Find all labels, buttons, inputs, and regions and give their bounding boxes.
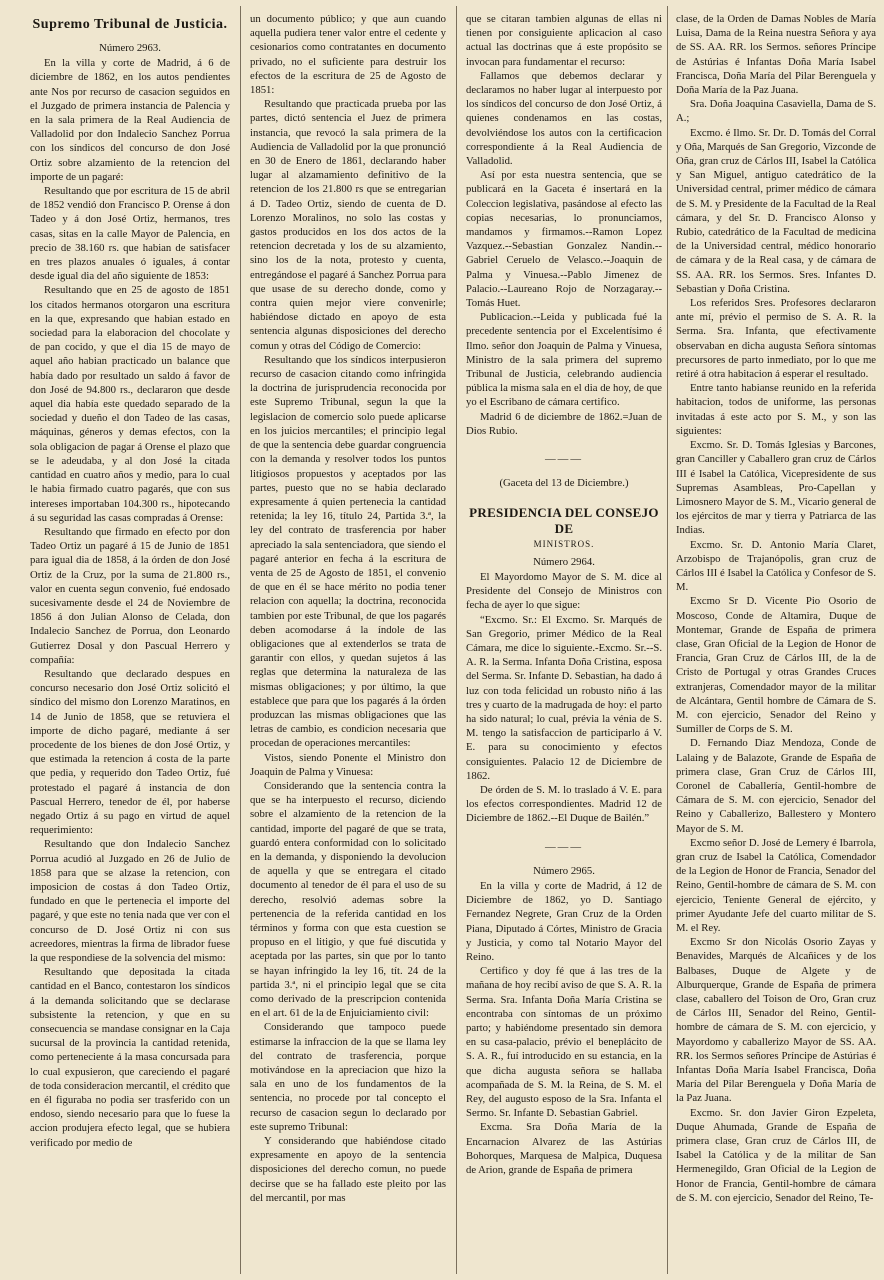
column-4 — [676, 12, 876, 1276]
paragraph: Considerando que la sentencia contra la que se ha interpuesto el recurso, diciendo sobre el alzamiento de la retencion de la cantidad, importe del pagaré de que se trata, guardó entera conformidad con lo solicitado en la demanda, y disponiendo la devolucion de aquella y que se entregara el citado documento al tenedor de él para el uso de su derecho, resolvió ademas sobre la pertenencia de la referida cantidad en los términos y forma con que esta cuestion se propuso en el litigio, y que fué discutida y aceptada por las partes, sin que por lo tanto se hayan infringido la ley 16, tít. 24 de la partida 3.ª, ni el principio legal que se cita como derivado de la prescripcion contenida en el art. 61 de la de Enjuiciamiento civil: — [250, 779, 446, 1020]
paragraph: Certifico y doy fé que á las tres de la mañana de hoy recibí aviso de que S. A. R. la Serma. Sra. Infanta Doña María Cristina se encontraba con síntomas de un próximo parto; y habiéndome presentado sin demora en su casa-palacio, prévio el beneplácito de S. A. R., fuí introducido en su estancia, en la que dicha augusta señora se hallaba acompañada de S. M. la Reina, de S. M. el Rey, del augusto esposo de la Sra. Infanta el Sermo. Sr. Infante D. Sebastian Gabriel. — [466, 965, 662, 1120]
paragraph: Excmo Sr D. Vicente Pio Osorio de Moscoso, Conde de Altamira, Duque de Montemar, Grande de España de primera clase, Gran Oficial de la Legion de Honor de Francia, Gran Cruz de Cárlos III, de la de Cristo de Portugal y otras Grandes Cruces extranjeras, Comendador mayor de la militar de Alcántara, Gentil hombre de Cámara de S. M. con ejercicio, Senador del Reino y Sumiller de Corps de S. M. — [676, 595, 876, 736]
paragraph: En la villa y corte de Madrid, á 6 de diciembre de 1862, en los autos pendientes ante Nos por recurso de casacion seguidos en el Juzgado de primera instancia de Palencia y en la sala primera de la Real Audiencia de Valladolid por don Indalecio Sanchez Porrua con los síndicos del concurso de don José Ortiz sobre alzamiento de la retencion del importe de un pagaré: — [30, 57, 230, 183]
paragraph: Resultando que don Indalecio Sanchez Porrua acudió al Juzgado en 26 de Julio de 1858 para que se alzase la retencion, con imposicion de costas á don Tadeo Ortiz, fundado en que le pertenecia el importe del pagaré, y que este no tenia nada que ver con el concurso de D. José Ortiz ni con sus acreedores, mientras la firma de librador fuese la que respondiese de la solvencia del mismo: — [30, 838, 230, 964]
paragraph: Sra. Doña Joaquina Casaviella, Dama de S. A.; — [676, 98, 876, 125]
paragraph: Resultando que depositada la citada cantidad en el Banco, contestaron los síndicos á la demanda solicitando que se declarase subsistente la retencion, y que en su consecuencia se mandase consignar en la Caja sucursal de la provincia la cantidad retenida, como perteneciente á la masa concursada para lo cual expusieron, que careciendo el pagaré de toda consideracion mercantil, el crédito que en él figuraba no podia ser trasferido con un endoso, siendo necesario para que lo fuese la accion produjera efecto legal, que se hubiera verificado por medio de — [30, 966, 230, 1149]
column-rule — [240, 6, 241, 1274]
column-rule — [456, 6, 457, 1274]
document-number: Número 2965. — [533, 864, 595, 877]
column-1 — [30, 12, 230, 1276]
paragraph: “Excmo. Sr.: El Excmo. Sr. Marqués de San Gregorio, primer Médico de la Real Cámara, me dice lo siguiente.-Excmo. Sr.--S. A. R. la Serma. Infanta Doña Cristina, esposa del Serma. Sr. Infante D. Sebastian, ha dado á luz con toda felicidad un robusto niño á las tres y cuarto de la madrugada de hoy: el parto ha sido natural; lo cual, prévia la vénia de S. M. tengo la satisfaccion de participarlo á V. E. para su conocimiento y efectos consiguientes. Palacio 12 de Diciembre de 1862. — [466, 613, 662, 782]
paragraph: Resultando que practicada prueba por las partes, dictó sentencia el Juez de primera instancia, que revocó la sala primera de la Audiencia de Valladolid por la que pronunció en 30 de Enero de 1861, declarando haber lugar al alzamamiento definitivo de la retencion de los 21.800 rs que se entregarian á D. Tadeo Ortiz, siendo de cuenta de D. Lorenzo Moralinos, no solo las costas y gastos producidos en los dos actos de la retencion decretada y los de su alzamiento, sino los de la nota, protesto y cuenta, entregándose el pagaré á Sanchez Porrua para que usase de su derecho donde, como y contra quien mejor viere convenirle; habiéndose dictado en apoyo de esta sentencia algunas disposiciones del derecho comun y otras del Código de Comercio: — [250, 98, 446, 352]
paragraph: Excmo. é Ilmo. Sr. Dr. D. Tomás del Corral y Oña, Marqués de San Gregorio, Vizconde de Oña, gran cruz de Cárlos III, Isabel la Católica y San Miguel, antiguo catedrático de la Universidad central, primer médico de cámara de S. M. y Presidente de la Facultad de la Real cámara, y del Sr. D. Francisco Alonso y Rubio, catedrático de la Facultad de medicina de la Universidad central, médico honorario de cámara y de la Real casa, y de cámara de SS. AA. RR. los Sermos. Sres. Infantes D. Sebastian y Doña Cristina. — [676, 126, 876, 295]
paragraph: Así por esta nuestra sentencia, que se publicará en la Gaceta é insertará en la Coleccion legislativa, pasándose al efecto las copias necesarias, lo pronunciamos, mandamos y firmamos.--Ramon Lopez Vazquez.--Sebastian Gonzalez Nandin.--Gabriel Ceruelo de Velasco.--Joaquin de Palma y Vinuesa.--Pablo Jimenez de Palacio.--Laureano Rojo de Norzagaray.--Tomás Huet. — [466, 169, 662, 310]
section-heading: PRESIDENCIA DEL CONSEJO DE — [469, 504, 659, 536]
section-heading: Supremo Tribunal de Justicia. — [32, 17, 228, 32]
paragraph: De órden de S. M. lo traslado á V. E. para los efectos correspondientes. Madrid 12 de Diciembre de 1862.--El Duque de Bailén.” — [466, 783, 662, 825]
paragraph: que se citaran tambien algunas de ellas ni tienen por consiguiente aplicacion al caso actual las doctrinas que á este propósito se invocan para fundamentar el recurso: — [466, 13, 662, 68]
paragraph: Resultando que declarado despues en concurso necesario don José Ortiz solicitó el síndico del mismo don Lorenzo Maratinos, en 14 de Junio de 1858, que se retuviera el importe de dicho pagaré, mediante á ser procedente de los bienes de don José Ortiz, y que estimada la retencion á costa de la parte que pedia, y requerido don Tadeo Ortiz, fué protestado el pagaré á instancia de don Pascual Herrero, tenedor de él, por haberse negado Ortiz á su pago en virtud de aquel requerimiento: — [30, 667, 230, 837]
column-rule — [667, 6, 668, 1274]
paragraph: Resultando que firmado en efecto por don Tadeo Ortiz un pagaré á 15 de Junio de 1851 para igual dia de 1858, á la órden de don José Ortiz de la Cruz, por la suma de 21.800 rs., valor en cuenta segun convenio, fué endosado sucesivamente desde el 24 de Noviembre de 1856 á don Julian Alonso de Celada, don Indalecio Sanchez de Porrua, don Leonardo Gutierrez Dosal y don Pascual Herrero y compañía: — [30, 525, 230, 666]
paragraph: Excmo. Sr. D. Tomás Iglesias y Barcones, gran Canciller y Caballero gran cruz de Cárlos III é Isabel la Católica, Vicepresidente de sus Supremas Asambleas, Pro-Capellan y Limosnero Mayor de S. M., Vicario general de los ejércitos de mar y tierra y Patriarca de las Indias. — [676, 439, 876, 537]
paragraph: El Mayordomo Mayor de S. M. dice al Presidente del Consejo de Ministros con fecha de ayer lo que sigue: — [466, 570, 662, 612]
paragraph: D. Fernando Diaz Mendoza, Conde de Lalaing y de Balazote, Grande de España de primera clase, Gran Cruz de Cárlos III, Coronel de Caballería, Gentil-hombre de Cámara de S. M. con ejercicio, Senador del Reino y Caballerizo, Ballestero y Montero Mayor de S. M. — [676, 737, 876, 835]
separator: ——— — [544, 453, 584, 466]
paragraph: Resultando que en 25 de agosto de 1851 los citados hermanos otorgaron una escritura en la que, expresando que habian estado en sociedad para la elaboracion del chocolate y de pan cocido, y que el dia 15 de mayo de aquel año habian practicado un balance que había dado por resultado un saldo á favor de don José de 94.800 rs., declararon que desde aquel dia había este quedado separado de la sociedad y dueño el don Tadeo de las casas, máquinas, géneros y demas efectos, con la sola obligacion de pagar á Orense el plazo que se le adeudaba, y al don José la citada cantidad en cuatro años y medio, para lo cual le habia firmado cuatro pagarés, que con sus intereses importaban 104.300 rs., hipotecando á su seguridad las casas compradas á Orense: — [30, 284, 230, 524]
paragraph: Resultando que por escritura de 15 de abril de 1852 vendió don Francisco P. Orense á don Tadeo y á don José Ortiz, hermanos, tres casas, sitas en la calle Mayor de Palencia, en precio de 38.160 rs. que habian de satisfacer en tres plazos anuales ó iguales, á contar desde igual dia del año siguiente de 1853: — [30, 185, 230, 283]
paragraph: un documento público; y que aun cuando aquella pudiera tener valor entre el cedente y cesionarios como contratantes en documento privado, no el suficiente para destruir los efectos de la escritura de 25 de Agosto de 1851: — [250, 13, 446, 97]
paragraph: Los referidos Sres. Profesores declararon ante mí, prévio el permiso de S. A. R. la Serma. Sra. Infanta, que efectivamente observaban en dicha augusta Señora síntomas precursores de parto inmediato, por lo que me retiré á otra habitacion á esperar el resultado. — [676, 297, 876, 381]
gazette-date: (Gaceta del 13 de Diciembre.) — [499, 477, 629, 490]
section-subheading: MINISTROS. — [533, 538, 595, 549]
document-number: Número 2964. — [533, 555, 595, 568]
paragraph: Publicacion.--Leida y publicada fué la precedente sentencia por el Excelentísimo é Ilmo. señor don Joaquin de Palma y Vinuesa, Ministro de la sala primera del supremo Tribunal de Justicia, celebrando audiencia pública la misma sala en el dia de hoy, de que yo el Escribano de cámara certifico. — [466, 311, 662, 409]
paragraph: Excmo. Sr. don Javier Giron Ezpeleta, Duque Ahumada, Grande de España de primera clase, Gran cruz de Cárlos III, de Isabel la Católica y de la militar de San Hermenegildo, Gran Oficial de la Legion de Honor de Francia, Gentil-hombre de cámara de S. M. con ejercicio, Senador del Reino, Te- — [676, 1106, 876, 1204]
paragraph: Excmo Sr don Nicolás Osorio Zayas y Benavides, Marqués de Alcañices y de los Balbases, Duque de Algete y de Alburquerque, Grande de España de primera clase, caballero del Toison de Oro, Gran cruz de Cárlos III, Senador del Reino, Gentil-hombre de cámara de S. M. con ejercicio, y Mayordomo y caballerizo Mayor de SS. AA. RR. los Sermos señores Príncipe de Astúrias é Infantas Doña María Isabel Francisca, Doña María del Pilar Berenguela y Doña María de la Paz Juana. — [676, 936, 876, 1105]
column-3 — [466, 12, 662, 1276]
paragraph: Madrid 6 de diciembre de 1862.=Juan de Dios Rubio. — [466, 410, 662, 437]
column-2 — [250, 12, 446, 1276]
paragraph: Excmo señor D. José de Lemery é Ibarrola, gran cruz de Isabel la Católica, Comendador de la Legion de Honor de Francia, Senador del Reino, Gentil-hombre de cámara de S. M. con ejercicio, Teniente General de ejército, y primer Ayudante Jefe del cuarto militar de S. M. el Rey. — [676, 836, 876, 934]
paragraph: Excmo. Sr. D. Antonio María Claret, Arzobispo de Trajanópolis, gran cruz de Cárlos III é Isabel la Católica y Confesor de S. M. — [676, 538, 876, 594]
paragraph: Excma. Sra Doña María de la Encarnacion Alvarez de las Astúrias Bohorques, Marquesa de Malpica, Duquesa de Arion, grande de España de primera — [466, 1121, 662, 1177]
paragraph: Entre tanto habianse reunido en la referida habitacion, todos de uniforme, las personas invitadas á este acto por S. M., y son las siguientes: — [676, 382, 876, 437]
paragraph: Vistos, siendo Ponente el Ministro don Joaquin de Palma y Vinuesa: — [250, 751, 446, 778]
paragraph: Y considerando que habiéndose citado expresamente en apoyo de la sentencia disposiciones del derecho comun, no puede decirse que se ha fallado este pleito por las del mercantil, por mas — [250, 1135, 446, 1204]
document-number: Número 2963. — [99, 42, 161, 54]
paragraph: Considerando que tampoco puede estimarse la infraccion de la que se llama ley del contrato de trasferencia, porque motivándose en la apreciacion que hizo la sala en uno de los fundamentos de la sentencia, no procede por tal concepto el recurso de casacion segun lo declarado por este supremo Tribunal: — [250, 1021, 446, 1133]
paragraph: clase, de la Orden de Damas Nobles de María Luisa, Dama de la Reina nuestra Señora y aya de SS. AA. RR. los Sermos. señores Príncipe de Astúrias é Infantas Doña María Isabel Francisca, Doña María del Pilar Berenguela y Doña María de la Paz Juana. — [676, 13, 876, 97]
paragraph: Fallamos que debemos declarar y declaramos no haber lugar al interpuesto por los síndicos del concurso de don José Ortiz, á quienes condenamos en las costas, devolviéndose los autos con la certificacion correspondiente á la Real Audiencia de Valladolid. — [466, 69, 662, 168]
paragraph: En la villa y corte de Madrid, á 12 de Diciembre de 1862, yo D. Santiago Fernandez Negrete, Gran Cruz de la Orden Piana, Diputado á Córtes, Ministro de Gracia y Justicia, y como tal Notario Mayor del Reino. — [466, 879, 662, 963]
separator: ——— — [544, 840, 584, 853]
paragraph: Resultando que los síndicos interpusieron recurso de casacion citando como infringida la doctrina de jurisprudencia reconocida por este Supremo Tribunal, segun la que la legislacion de comercio solo puede aplicarse en los juicios mercantiles; el principio legal de que la sentencia debe guardar congruencia con la demanda y resolver todos los puntos litigiosos propuestos y aceptados por las partes, puesto que no se habia declarado expresamente á quien pertenecia la cantidad retenida; la ley 16, título 24, Partida 3.ª, la ley del contrato de trasferencia por haber apreciado la sala sentenciadora, que siendo el pagaré anterior en fecha á la escritura de venta de 25 de Agosto de 1851, el convenio de que en él se hace mérito no podia tener relacion con aquella; la doctrina, reconocida tambien por este Tribunal, de que los pagarés deben acomodarse á la índole de las obligaciones que al extenderlos se trata de garantir con ellos, y quedan sujetos á las reglas que determina la naturaleza de las mismas obligaciones; y por último, la que establece que para que los pagarés á la órden produzcan las mismas obligaciones que las letras de cambio, es condicion necesaria que procedan de operaciones mercantiles: — [250, 353, 446, 750]
